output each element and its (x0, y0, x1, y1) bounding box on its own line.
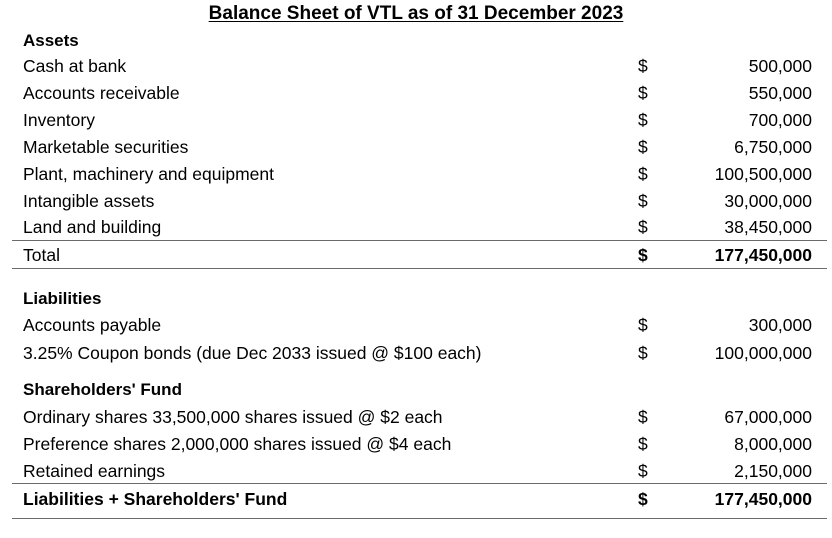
row-amount: 500,000 (748, 56, 812, 76)
row-label: Land and building (23, 217, 162, 237)
table-row (0, 161, 832, 188)
table-row (0, 404, 832, 431)
row-amount: 700,000 (748, 110, 812, 130)
row-amount: 100,500,000 (714, 164, 812, 184)
row-amount: 550,000 (748, 83, 812, 103)
currency-symbol: $ (638, 245, 648, 265)
liabilities-total-row (0, 486, 832, 513)
sheet-title: Balance Sheet of VTL as of 31 December 2023 (208, 3, 624, 24)
currency-symbol: $ (638, 461, 648, 481)
row-amount: 2,150,000 (734, 461, 812, 481)
currency-symbol: $ (638, 83, 648, 103)
row-label: Cash at bank (23, 56, 127, 76)
row-label: Plant, machinery and equipment (23, 164, 274, 184)
row-amount: 177,450,000 (714, 489, 812, 509)
divider (12, 268, 827, 269)
row-label: Liabilities + Shareholders' Fund (23, 489, 288, 509)
row-label: Marketable securities (23, 137, 189, 157)
row-amount: 177,450,000 (714, 245, 812, 265)
row-label: Total (23, 245, 60, 265)
row-label: 3.25% Coupon bonds (due Dec 2033 issued @ $100 each) (23, 343, 482, 363)
table-row (0, 340, 832, 367)
table-row (0, 107, 832, 134)
row-amount: 6,750,000 (734, 137, 812, 157)
assets-total-row (0, 242, 832, 269)
currency-symbol: $ (638, 56, 648, 76)
currency-symbol: $ (638, 110, 648, 130)
row-label: Preference shares 2,000,000 shares issued @ $4 each (23, 434, 452, 454)
currency-symbol: $ (638, 343, 648, 363)
row-label: Inventory (23, 110, 95, 130)
table-row (0, 214, 832, 241)
table-row (0, 458, 832, 485)
row-label: Accounts payable (23, 315, 162, 335)
table-row (0, 53, 832, 80)
row-amount: 8,000,000 (734, 434, 812, 454)
currency-symbol: $ (638, 407, 648, 427)
divider (12, 240, 827, 241)
row-label: Accounts receivable (23, 83, 180, 103)
row-amount: 300,000 (748, 315, 812, 335)
assets-heading: Assets (23, 31, 79, 50)
currency-symbol: $ (638, 191, 648, 211)
divider (12, 518, 827, 519)
currency-symbol: $ (638, 489, 648, 509)
table-row (0, 312, 832, 339)
row-label: Retained earnings (23, 461, 166, 481)
row-label: Ordinary shares 33,500,000 shares issued @ $2 each (23, 407, 443, 427)
shareholders-fund-heading: Shareholders' Fund (23, 380, 182, 399)
currency-symbol: $ (638, 164, 648, 184)
row-amount: 67,000,000 (724, 407, 812, 427)
row-amount: 38,450,000 (724, 217, 812, 237)
divider (12, 483, 827, 484)
currency-symbol: $ (638, 217, 648, 237)
table-row (0, 80, 832, 107)
table-row (0, 134, 832, 161)
liabilities-heading: Liabilities (23, 289, 102, 308)
row-amount: 100,000,000 (714, 343, 812, 363)
table-row (0, 431, 832, 458)
row-amount: 30,000,000 (724, 191, 812, 211)
table-row (0, 188, 832, 215)
currency-symbol: $ (638, 315, 648, 335)
currency-symbol: $ (638, 137, 648, 157)
row-label: Intangible assets (23, 191, 155, 211)
currency-symbol: $ (638, 434, 648, 454)
